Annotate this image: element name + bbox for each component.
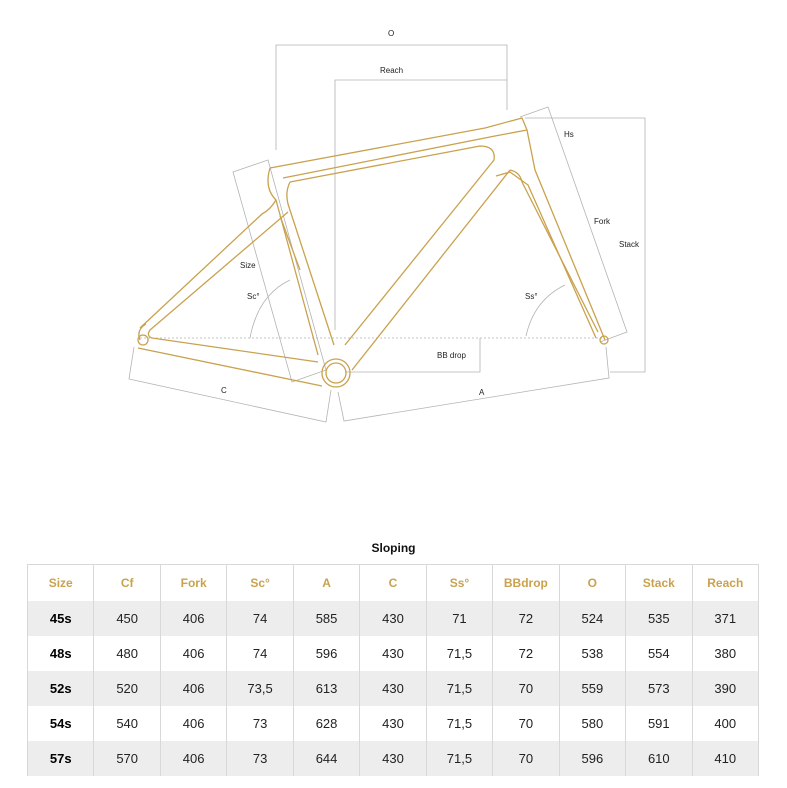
seat-tube-inner	[287, 182, 334, 345]
cell-a: 596	[293, 636, 359, 671]
cell-ss: 71,5	[426, 636, 492, 671]
fork-label: Fork	[594, 217, 610, 226]
cell-a: 644	[293, 741, 359, 776]
header-reach: Reach	[692, 565, 758, 602]
cell-bbdrop: 70	[493, 741, 559, 776]
header-row	[28, 565, 759, 602]
cell-reach: 400	[692, 706, 758, 741]
cell-fork: 406	[160, 706, 226, 741]
cell-stack: 573	[626, 671, 692, 706]
cell-stack: 591	[626, 706, 692, 741]
header-sc: Sc°	[227, 565, 293, 602]
seat-tube	[268, 168, 318, 355]
cell-cf: 480	[94, 636, 160, 671]
header-o: O	[559, 565, 625, 602]
cell-c: 430	[360, 636, 426, 671]
cell-ss: 71,5	[426, 706, 492, 741]
cell-sc: 74	[227, 636, 293, 671]
o-dimension-line	[276, 45, 507, 150]
table-row	[28, 706, 759, 741]
cell-fork: 406	[160, 636, 226, 671]
seat-stay-inner	[148, 212, 318, 362]
table-title: Sloping	[371, 541, 416, 555]
top-tube-inner	[290, 146, 494, 345]
ss-label: Ss°	[525, 292, 538, 301]
cell-a: 613	[293, 671, 359, 706]
cell-size: 48s	[28, 636, 94, 671]
cell-o: 580	[559, 706, 625, 741]
cell-o: 524	[559, 601, 625, 636]
geometry-table	[27, 564, 759, 776]
table-row	[28, 671, 759, 706]
cell-cf: 540	[94, 706, 160, 741]
cell-cf: 450	[94, 601, 160, 636]
chain-stay	[138, 348, 322, 386]
cell-reach: 410	[692, 741, 758, 776]
cell-bbdrop: 70	[493, 706, 559, 741]
cell-ss: 71	[426, 601, 492, 636]
header-c: C	[360, 565, 426, 602]
cell-sc: 73	[227, 741, 293, 776]
cell-c: 430	[360, 601, 426, 636]
a-dimension-line	[338, 347, 609, 421]
cell-c: 430	[360, 706, 426, 741]
size-label: Size	[240, 261, 256, 270]
header-stack: Stack	[626, 565, 692, 602]
seat-stay-line	[280, 216, 300, 270]
cell-sc: 73	[227, 706, 293, 741]
cell-bbdrop: 72	[493, 601, 559, 636]
cell-cf: 520	[94, 671, 160, 706]
cell-c: 430	[360, 741, 426, 776]
cell-fork: 406	[160, 601, 226, 636]
c-label: C	[221, 386, 227, 395]
bicycle-frame	[138, 118, 608, 387]
seat-stay	[140, 200, 276, 328]
fork-blade	[510, 170, 598, 332]
reach-label: Reach	[380, 66, 404, 75]
reach-dimension-line	[335, 80, 507, 330]
cell-size: 45s	[28, 601, 94, 636]
o-label: O	[388, 29, 395, 38]
cell-ss: 71,5	[426, 671, 492, 706]
stack-label: Stack	[619, 240, 640, 249]
cell-stack: 554	[626, 636, 692, 671]
header-cf: Cf	[94, 565, 160, 602]
table-row	[28, 741, 759, 776]
sc-angle-arc	[250, 280, 290, 338]
cell-bbdrop: 72	[493, 636, 559, 671]
cell-cf: 570	[94, 741, 160, 776]
header-bbdrop: BBdrop	[493, 565, 559, 602]
cell-a: 628	[293, 706, 359, 741]
table-row	[28, 601, 759, 636]
cell-o: 538	[559, 636, 625, 671]
cell-sc: 73,5	[227, 671, 293, 706]
cell-fork: 406	[160, 671, 226, 706]
size-dimension-box	[233, 160, 326, 382]
header-ss: Ss°	[426, 565, 492, 602]
fork-dimension-box	[520, 107, 627, 342]
cell-stack: 610	[626, 741, 692, 776]
header-a: A	[293, 565, 359, 602]
cell-size: 57s	[28, 741, 94, 776]
cell-c: 430	[360, 671, 426, 706]
cell-fork: 406	[160, 741, 226, 776]
c-dimension-line	[129, 347, 331, 422]
table-row	[28, 636, 759, 671]
sc-label: Sc°	[247, 292, 260, 301]
cell-reach: 380	[692, 636, 758, 671]
cell-reach: 371	[692, 601, 758, 636]
cell-o: 596	[559, 741, 625, 776]
cell-bbdrop: 70	[493, 671, 559, 706]
bb-drop-label: BB drop	[437, 351, 466, 360]
header-size: Size	[28, 565, 94, 602]
a-label: A	[479, 388, 485, 397]
cell-ss: 71,5	[426, 741, 492, 776]
hs-label: Hs	[564, 130, 574, 139]
bottom-bracket-inner	[326, 363, 346, 383]
cell-stack: 535	[626, 601, 692, 636]
header-fork: Fork	[160, 565, 226, 602]
cell-size: 54s	[28, 706, 94, 741]
cell-sc: 74	[227, 601, 293, 636]
cell-reach: 390	[692, 671, 758, 706]
down-tube-inner	[352, 170, 510, 370]
cell-a: 585	[293, 601, 359, 636]
cell-size: 52s	[28, 671, 94, 706]
cell-o: 559	[559, 671, 625, 706]
